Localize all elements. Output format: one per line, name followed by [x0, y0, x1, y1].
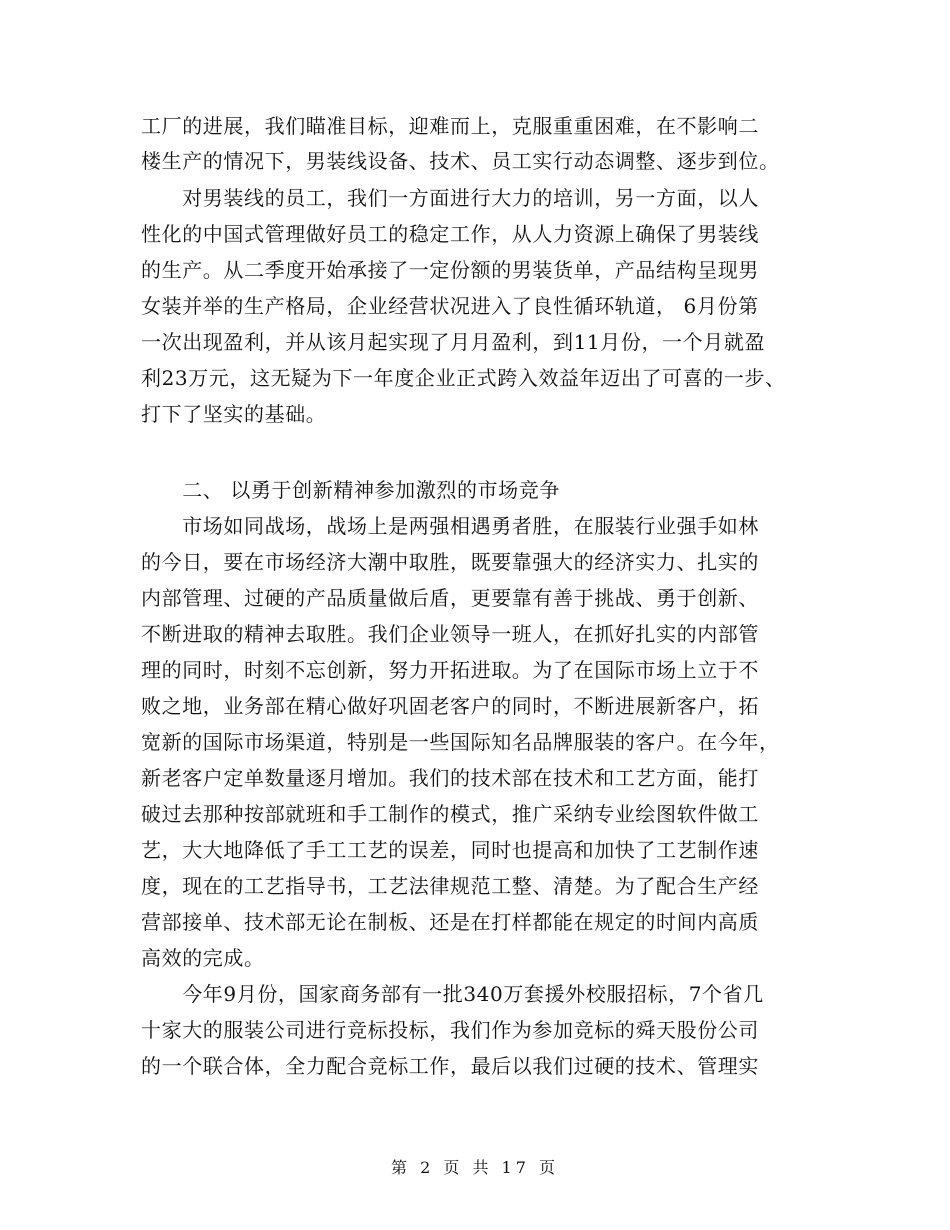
- text-line: 十家大的服装公司进行竞标投标，我们作为参加竞标的舜天股份公司: [141, 1018, 759, 1042]
- page-number-footer: 第 2 页 共 17 页: [391, 1158, 559, 1177]
- text-line: 理的同时，时刻不忘创新，努力开拓进取。为了在国际市场上立于不: [141, 658, 759, 682]
- text-line: 今年9月份，国家商务部有一批340万套援外校服招标，7个省几: [141, 982, 764, 1006]
- text-line: 新老客户定单数量逐月增加。我们的技术部在技术和工艺方面，能打: [141, 766, 759, 790]
- text-line: 对男装线的员工，我们一方面进行大力的培训，另一方面，以人: [141, 186, 759, 210]
- text-line: 艺，大大地降低了手工工艺的误差，同时也提高和加快了工艺制作速: [141, 838, 759, 862]
- text-line: 不断进取的精神去取胜。我们企业领导一班人，在抓好扎实的内部管: [141, 622, 759, 646]
- text-line: 的一个联合体，全力配合竞标工作，最后以我们过硬的技术、管理实: [141, 1054, 759, 1078]
- text-line: 打下了坚实的基础。: [141, 402, 327, 426]
- text-line: 的生产。从二季度开始承接了一定份额的男装货单，产品结构呈现男: [141, 258, 759, 282]
- text-line: 宽新的国际市场渠道，特别是一些国际知名品牌服装的客户。在今年，: [141, 730, 780, 754]
- text-line: 楼生产的情况下，男装线设备、技术、员工实行动态调整、逐步到位。: [141, 149, 780, 173]
- text-line: 市场如同战场，战场上是两强相遇勇者胜，在服装行业强手如林: [141, 514, 759, 538]
- text-line: 工厂的进展，我们瞄准目标，迎难而上，克服重重困难，在不影响二: [141, 114, 759, 138]
- section-heading: 二、 以勇于创新精神参加激烈的市场竞争: [141, 478, 560, 502]
- text-line: 内部管理、过硬的产品质量做后盾，更要靠有善于挑战、勇于创新、: [141, 586, 759, 610]
- text-line: 度，现在的工艺指导书，工艺法律规范工整、清楚。为了配合生产经: [141, 874, 759, 898]
- text-line: 一次出现盈利，并从该月起实现了月月盈利，到11月份，一个月就盈: [141, 330, 766, 354]
- text-line: 性化的中国式管理做好员工的稳定工作，从人力资源上确保了男装线: [141, 222, 759, 246]
- text-line: 女装并举的生产格局，企业经营状况进入了良性循环轨道， 6月份第: [141, 294, 759, 318]
- text-line: 利23万元，这无疑为下一年度企业正式跨入效益年迈出了可喜的一步、: [141, 366, 786, 390]
- text-line: 营部接单、技术部无论在制板、还是在打样都能在规定的时间内高质: [141, 910, 759, 934]
- text-line: 败之地，业务部在精心做好巩固老客户的同时，不断进展新客户，拓: [141, 694, 759, 718]
- text-line: 高效的完成。: [141, 946, 265, 970]
- text-line: 的今日，要在市场经济大潮中取胜，既要靠强大的经济实力、扎实的: [141, 550, 759, 574]
- text-line: 破过去那种按部就班和手工制作的模式，推广采纳专业绘图软件做工: [141, 802, 759, 826]
